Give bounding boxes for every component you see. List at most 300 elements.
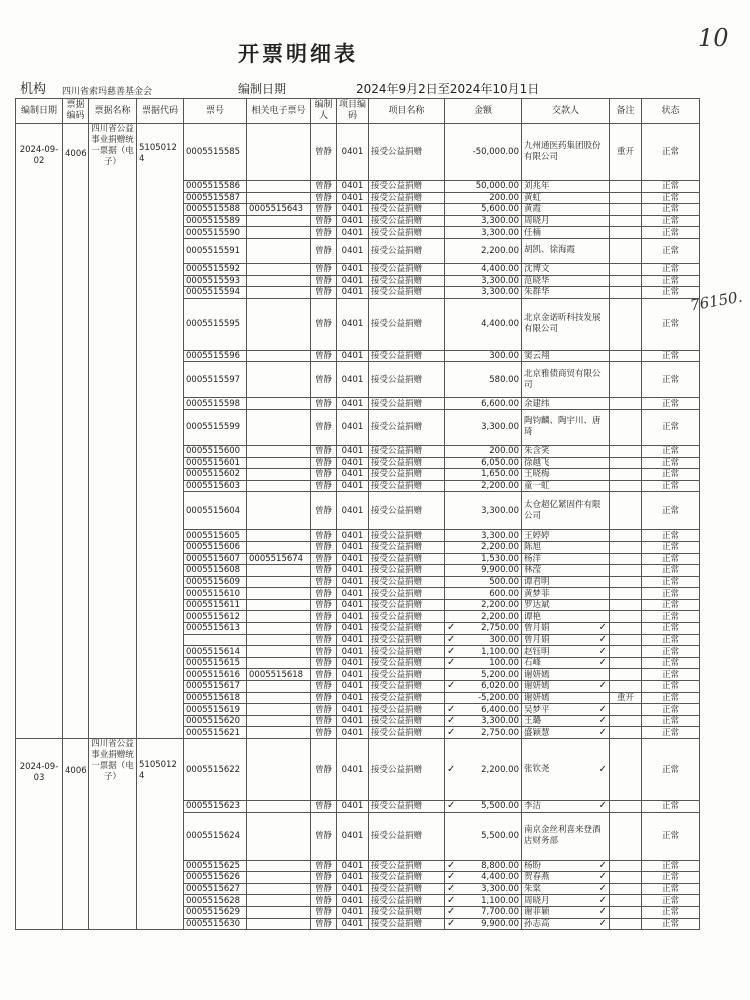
project-code-cell: 0401 <box>337 906 369 918</box>
maker-cell: 曾静 <box>311 480 337 492</box>
project-name-cell: 接受公益捐赠 <box>369 409 445 445</box>
status-cell: 正常 <box>642 263 700 275</box>
related-number-cell: 0005515674 <box>247 553 311 565</box>
ticket-number-cell: 0005515600 <box>184 445 247 457</box>
status-cell: 正常 <box>642 739 700 801</box>
related-number-cell <box>247 801 311 813</box>
checkmark-icon: ✓ <box>598 906 607 918</box>
ticket-number-cell: 0005515611 <box>184 599 247 611</box>
project-name-cell: 接受公益捐赠 <box>369 872 445 884</box>
status-cell: 正常 <box>642 704 700 716</box>
payer-cell: 谢妍嫣 ✓ <box>522 681 610 693</box>
ticket-number-cell: 0005515599 <box>184 409 247 445</box>
checkmark-icon: ✓ <box>598 715 607 727</box>
project-name-cell: 接受公益捐赠 <box>369 883 445 895</box>
maker-cell: 曾静 <box>311 181 337 193</box>
related-number-cell <box>247 576 311 588</box>
table-row <box>16 124 700 181</box>
payer-cell: 贺春燕 ✓ <box>522 872 610 884</box>
amount-cell <box>445 801 522 813</box>
checkmark-icon: ✓ <box>447 622 456 634</box>
checkmark-icon: ✓ <box>447 763 456 775</box>
related-number-cell <box>247 215 311 227</box>
note-cell <box>610 669 642 681</box>
project-name-cell: 接受公益捐赠 <box>369 657 445 669</box>
header-cell: 票据编码 <box>63 99 89 124</box>
amount-cell <box>445 275 522 287</box>
amount-cell <box>445 599 522 611</box>
ticket-number-cell: 0005515629 <box>184 906 247 918</box>
note-cell <box>610 457 642 469</box>
related-number-cell <box>247 541 311 553</box>
payer-cell: 谢菲颖 ✓ <box>522 906 610 918</box>
amount-cell <box>445 704 522 716</box>
amount-cell <box>445 739 522 801</box>
status-cell: 正常 <box>642 657 700 669</box>
ticket-number-cell: 0005515605 <box>184 530 247 542</box>
related-number-cell <box>247 739 311 801</box>
status-cell: 正常 <box>642 872 700 884</box>
project-name-cell: 接受公益捐赠 <box>369 576 445 588</box>
payer-cell: 徐越飞 <box>522 457 610 469</box>
maker-cell: 曾静 <box>311 801 337 813</box>
checkmark-icon: ✓ <box>598 634 607 645</box>
amount-value: 5,500.00 <box>481 801 519 812</box>
status-cell: 正常 <box>642 634 700 646</box>
payer-cell: 南京金丝利喜来登酒店财务部 <box>522 812 610 860</box>
project-code-cell: 0401 <box>337 124 369 181</box>
status-cell: 正常 <box>642 124 700 181</box>
note-cell <box>610 181 642 193</box>
status-cell: 正常 <box>642 541 700 553</box>
amount-value: 200.00 <box>489 192 519 203</box>
project-code-cell: 0401 <box>337 801 369 813</box>
status-cell: 正常 <box>642 457 700 469</box>
project-code-cell: 0401 <box>337 362 369 398</box>
maker-cell: 曾静 <box>311 611 337 623</box>
maker-cell: 曾静 <box>311 906 337 918</box>
note-cell <box>610 541 642 553</box>
invoice-detail-table <box>15 98 700 930</box>
project-code-cell: 0401 <box>337 192 369 204</box>
maker-cell: 曾静 <box>311 398 337 410</box>
maker-cell: 曾静 <box>311 739 337 801</box>
status-cell: 正常 <box>642 469 700 481</box>
ticket-number-cell: 0005515588 <box>184 204 247 216</box>
amount-value: -50,000.00 <box>472 147 519 157</box>
checkmark-icon: ✓ <box>598 680 607 692</box>
project-name-cell: 接受公益捐赠 <box>369 204 445 216</box>
checkmark-icon: ✓ <box>598 871 607 883</box>
project-name-cell: 接受公益捐赠 <box>369 801 445 813</box>
project-code-cell: 0401 <box>337 541 369 553</box>
status-cell: 正常 <box>642 480 700 492</box>
payer-cell: 陶钧麟、陶宇川、唐琦 <box>522 409 610 445</box>
status-cell: 正常 <box>642 918 700 930</box>
maker-cell: 曾静 <box>311 124 337 181</box>
ticket-number-cell: 0005515616 <box>184 669 247 681</box>
amount-value: 2,200.00 <box>481 481 519 492</box>
maker-cell: 曾静 <box>311 704 337 716</box>
project-code-cell: 0401 <box>337 553 369 565</box>
maker-cell: 曾静 <box>311 883 337 895</box>
ticket-number-cell: 0005515608 <box>184 565 247 577</box>
ticket-number-cell: 0005515587 <box>184 192 247 204</box>
project-name-cell: 接受公益捐赠 <box>369 298 445 350</box>
maker-cell: 曾静 <box>311 350 337 362</box>
related-number-cell <box>247 588 311 600</box>
ticket-number-cell: 0005515598 <box>184 398 247 410</box>
group-date-cell: 2024-09-02 <box>16 124 63 739</box>
checkmark-icon: ✓ <box>598 860 607 871</box>
amount-value: 300.00 <box>489 351 519 362</box>
note-cell <box>610 895 642 907</box>
amount-cell <box>445 906 522 918</box>
note-cell <box>610 362 642 398</box>
project-name-cell: 接受公益捐赠 <box>369 860 445 872</box>
header-cell: 金额 <box>445 99 522 124</box>
header-row <box>16 99 700 124</box>
amount-cell <box>445 492 522 530</box>
related-number-cell <box>247 480 311 492</box>
related-number-cell <box>247 860 311 872</box>
table-row <box>16 739 700 801</box>
checkmark-icon: ✓ <box>447 894 456 906</box>
amount-value: 6,600.00 <box>481 398 519 409</box>
maker-cell: 曾静 <box>311 409 337 445</box>
amount-value: 500.00 <box>489 576 519 587</box>
ticket-number-cell: 0005515614 <box>184 646 247 658</box>
status-cell: 正常 <box>642 181 700 193</box>
note-cell <box>610 681 642 693</box>
amount-value: 3,300.00 <box>481 287 519 298</box>
status-cell: 正常 <box>642 611 700 623</box>
amount-cell <box>445 553 522 565</box>
project-name-cell: 接受公益捐赠 <box>369 398 445 410</box>
ticket-number-cell: 0005515585 <box>184 124 247 181</box>
maker-cell: 曾静 <box>311 895 337 907</box>
project-name-cell: 接受公益捐赠 <box>369 541 445 553</box>
amount-value: 9,900.00 <box>481 918 519 929</box>
checkmark-icon: ✓ <box>598 764 607 775</box>
related-number-cell <box>247 362 311 398</box>
checkmark-icon: ✓ <box>598 726 607 738</box>
maker-cell: 曾静 <box>311 192 337 204</box>
note-cell <box>610 215 642 227</box>
note-cell <box>610 727 642 739</box>
note-cell <box>610 227 642 239</box>
project-code-cell: 0401 <box>337 530 369 542</box>
amount-value: -5,200.00 <box>478 692 519 703</box>
amount-value: 3,300.00 <box>481 884 519 895</box>
note-cell <box>610 298 642 350</box>
project-code-cell: 0401 <box>337 681 369 693</box>
related-number-cell <box>247 181 311 193</box>
project-code-cell: 0401 <box>337 469 369 481</box>
amount-value: 3,300.00 <box>481 530 519 541</box>
maker-cell: 曾静 <box>311 263 337 275</box>
note-cell <box>610 599 642 611</box>
date-label: 编制日期 <box>238 82 287 96</box>
amount-value: 4,400.00 <box>481 872 519 883</box>
amount-value: 2,750.00 <box>481 727 519 738</box>
amount-cell <box>445 623 522 635</box>
payer-cell: 范晓华 <box>522 275 610 287</box>
amount-value: 1,530.00 <box>481 553 519 564</box>
payer-cell: 童一虹 <box>522 480 610 492</box>
related-number-cell <box>247 906 311 918</box>
project-code-cell: 0401 <box>337 657 369 669</box>
project-code-cell: 0401 <box>337 599 369 611</box>
ticket-number-cell: 0005515612 <box>184 611 247 623</box>
amount-cell <box>445 812 522 860</box>
project-code-cell: 0401 <box>337 883 369 895</box>
note-cell <box>610 634 642 646</box>
amount-value: 2,750.00 <box>481 623 519 634</box>
ticket-number-cell: 0005515627 <box>184 883 247 895</box>
project-name-cell: 接受公益捐赠 <box>369 727 445 739</box>
status-cell: 正常 <box>642 275 700 287</box>
related-number-cell <box>247 872 311 884</box>
ticket-number-cell: 0005515625 <box>184 860 247 872</box>
checkmark-icon: ✓ <box>598 622 607 634</box>
group-code-cell: 4006 <box>63 739 89 930</box>
status-cell: 正常 <box>642 895 700 907</box>
ticket-number-cell: 0005515593 <box>184 275 247 287</box>
related-number-cell <box>247 124 311 181</box>
payer-cell: 张钦尧 ✓ <box>522 739 610 801</box>
payer-cell: 石峰 ✓ <box>522 657 610 669</box>
project-name-cell: 接受公益捐赠 <box>369 445 445 457</box>
payer-cell: 黄虹 <box>522 192 610 204</box>
checkmark-icon: ✓ <box>447 800 456 812</box>
ticket-number-cell: 0005515606 <box>184 541 247 553</box>
project-name-cell: 接受公益捐赠 <box>369 918 445 930</box>
amount-cell <box>445 565 522 577</box>
status-cell: 正常 <box>642 669 700 681</box>
amount-value: 2,200.00 <box>481 542 519 553</box>
ticket-number-cell: 0005515597 <box>184 362 247 398</box>
project-code-cell: 0401 <box>337 350 369 362</box>
group-name-cell: 四川省公益事业捐赠统一票据（电子） <box>89 739 137 930</box>
note-cell <box>610 715 642 727</box>
checkmark-icon: ✓ <box>447 680 456 692</box>
project-name-cell: 接受公益捐赠 <box>369 812 445 860</box>
payer-cell: 陈旭 <box>522 541 610 553</box>
checkmark-icon: ✓ <box>447 883 456 895</box>
maker-cell: 曾静 <box>311 275 337 287</box>
project-code-cell: 0401 <box>337 918 369 930</box>
status-cell: 正常 <box>642 192 700 204</box>
ticket-number-cell: 0005515626 <box>184 872 247 884</box>
payer-cell: 王婷婷 <box>522 530 610 542</box>
amount-value: 3,300.00 <box>481 422 519 433</box>
header-cell: 项目名称 <box>369 99 445 124</box>
maker-cell: 曾静 <box>311 860 337 872</box>
related-number-cell <box>247 657 311 669</box>
note-cell <box>610 739 642 801</box>
note-cell <box>610 860 642 872</box>
header-cell: 编制人 <box>311 99 337 124</box>
maker-cell: 曾静 <box>311 457 337 469</box>
note-cell <box>610 657 642 669</box>
related-number-cell <box>247 263 311 275</box>
project-name-cell: 接受公益捐赠 <box>369 469 445 481</box>
ticket-number-cell: 0005515619 <box>184 704 247 716</box>
amount-value: 600.00 <box>489 588 519 599</box>
amount-cell <box>445 445 522 457</box>
note-cell <box>610 553 642 565</box>
payer-cell: 朱群华 <box>522 287 610 299</box>
payer-cell: 盛颖慧 ✓ <box>522 727 610 739</box>
payer-cell: 吴梦平 ✓ <box>522 704 610 716</box>
status-cell: 正常 <box>642 227 700 239</box>
maker-cell: 曾静 <box>311 872 337 884</box>
group-code-cell: 4006 <box>63 124 89 739</box>
related-number-cell <box>247 646 311 658</box>
status-cell: 正常 <box>642 906 700 918</box>
related-number-cell <box>247 704 311 716</box>
payer-cell: 黄梦菲 <box>522 588 610 600</box>
note-cell <box>610 812 642 860</box>
payer-cell: 朱棠 ✓ <box>522 883 610 895</box>
note-cell <box>610 398 642 410</box>
status-cell: 正常 <box>642 812 700 860</box>
status-cell: 正常 <box>642 287 700 299</box>
note-cell <box>610 801 642 813</box>
payer-cell: 李洁 ✓ <box>522 801 610 813</box>
ticket-number-cell: 0005515594 <box>184 287 247 299</box>
note-cell <box>610 588 642 600</box>
status-cell: 正常 <box>642 801 700 813</box>
amount-value: 1,100.00 <box>481 895 519 906</box>
status-cell: 正常 <box>642 298 700 350</box>
amount-value: 3,300.00 <box>481 275 519 286</box>
amount-cell <box>445 669 522 681</box>
ticket-number-cell: 0005515591 <box>184 238 247 263</box>
group-daima-cell: 51050124 <box>137 739 184 930</box>
project-name-cell: 接受公益捐赠 <box>369 906 445 918</box>
maker-cell: 曾静 <box>311 553 337 565</box>
status-cell: 正常 <box>642 883 700 895</box>
maker-cell: 曾静 <box>311 812 337 860</box>
note-cell <box>610 906 642 918</box>
checkmark-icon: ✓ <box>447 871 456 883</box>
project-name-cell: 接受公益捐赠 <box>369 181 445 193</box>
ticket-number-cell: 0005515630 <box>184 918 247 930</box>
ticket-number-cell: 0005515618 <box>184 692 247 704</box>
header-cell: 交款人 <box>522 99 610 124</box>
maker-cell: 曾静 <box>311 918 337 930</box>
ticket-number-cell: 0005515617 <box>184 681 247 693</box>
header-cell: 相关电子票号 <box>247 99 311 124</box>
project-name-cell: 接受公益捐赠 <box>369 704 445 716</box>
amount-cell <box>445 681 522 693</box>
amount-value: 200.00 <box>489 446 519 457</box>
checkmark-icon: ✓ <box>447 715 456 727</box>
project-code-cell: 0401 <box>337 287 369 299</box>
status-cell: 正常 <box>642 398 700 410</box>
project-code-cell: 0401 <box>337 398 369 410</box>
project-code-cell: 0401 <box>337 263 369 275</box>
project-name-cell: 接受公益捐赠 <box>369 588 445 600</box>
project-name-cell: 接受公益捐赠 <box>369 227 445 239</box>
amount-cell <box>445 227 522 239</box>
status-cell: 正常 <box>642 362 700 398</box>
maker-cell: 曾静 <box>311 492 337 530</box>
checkmark-icon: ✓ <box>447 918 456 929</box>
project-code-cell: 0401 <box>337 812 369 860</box>
project-name-cell: 接受公益捐赠 <box>369 263 445 275</box>
ticket-number-cell: 0005515602 <box>184 469 247 481</box>
payer-cell: 周晓月 <box>522 215 610 227</box>
amount-cell <box>445 872 522 884</box>
related-number-cell <box>247 227 311 239</box>
project-name-cell: 接受公益捐赠 <box>369 681 445 693</box>
ticket-number-cell: 0005515596 <box>184 350 247 362</box>
ticket-number-cell: 0005515592 <box>184 263 247 275</box>
amount-value: 5,500.00 <box>481 831 519 842</box>
related-number-cell <box>247 530 311 542</box>
project-code-cell: 0401 <box>337 445 369 457</box>
related-number-cell <box>247 883 311 895</box>
ticket-number-cell: 0005515613 <box>184 623 247 635</box>
related-number-cell <box>247 287 311 299</box>
related-number-cell <box>247 350 311 362</box>
related-number-cell: 0005515618 <box>247 669 311 681</box>
maker-cell: 曾静 <box>311 646 337 658</box>
amount-cell <box>445 298 522 350</box>
note-cell <box>610 883 642 895</box>
ticket-number-cell: 0005515604 <box>184 492 247 530</box>
maker-cell: 曾静 <box>311 599 337 611</box>
payer-cell: 窦云翔 <box>522 350 610 362</box>
amount-cell <box>445 860 522 872</box>
amount-cell <box>445 895 522 907</box>
status-cell: 正常 <box>642 646 700 658</box>
status-cell: 正常 <box>642 492 700 530</box>
note-cell <box>610 918 642 930</box>
amount-value: 3,300.00 <box>481 216 519 227</box>
related-number-cell <box>247 727 311 739</box>
amount-value: 1,100.00 <box>481 646 519 657</box>
amount-cell <box>445 263 522 275</box>
header-cell: 编制日期 <box>16 99 63 124</box>
amount-cell <box>445 541 522 553</box>
status-cell: 正常 <box>642 860 700 872</box>
maker-cell: 曾静 <box>311 298 337 350</box>
project-name-cell: 接受公益捐赠 <box>369 611 445 623</box>
related-number-cell: 0005515643 <box>247 204 311 216</box>
project-name-cell: 接受公益捐赠 <box>369 362 445 398</box>
checkmark-icon: ✓ <box>598 645 607 657</box>
project-code-cell: 0401 <box>337 480 369 492</box>
project-code-cell: 0401 <box>337 739 369 801</box>
project-name-cell: 接受公益捐赠 <box>369 739 445 801</box>
payer-cell: 谭艳 <box>522 611 610 623</box>
checkmark-icon: ✓ <box>598 657 607 669</box>
checkmark-icon: ✓ <box>447 726 456 738</box>
status-cell: 正常 <box>642 599 700 611</box>
related-number-cell <box>247 298 311 350</box>
related-number-cell <box>247 599 311 611</box>
payer-cell: 北京金诺昕科技发展有限公司 <box>522 298 610 350</box>
maker-cell: 曾静 <box>311 576 337 588</box>
amount-cell <box>445 398 522 410</box>
project-name-cell: 接受公益捐赠 <box>369 895 445 907</box>
project-name-cell: 接受公益捐赠 <box>369 599 445 611</box>
amount-value: 2,200.00 <box>481 245 519 256</box>
